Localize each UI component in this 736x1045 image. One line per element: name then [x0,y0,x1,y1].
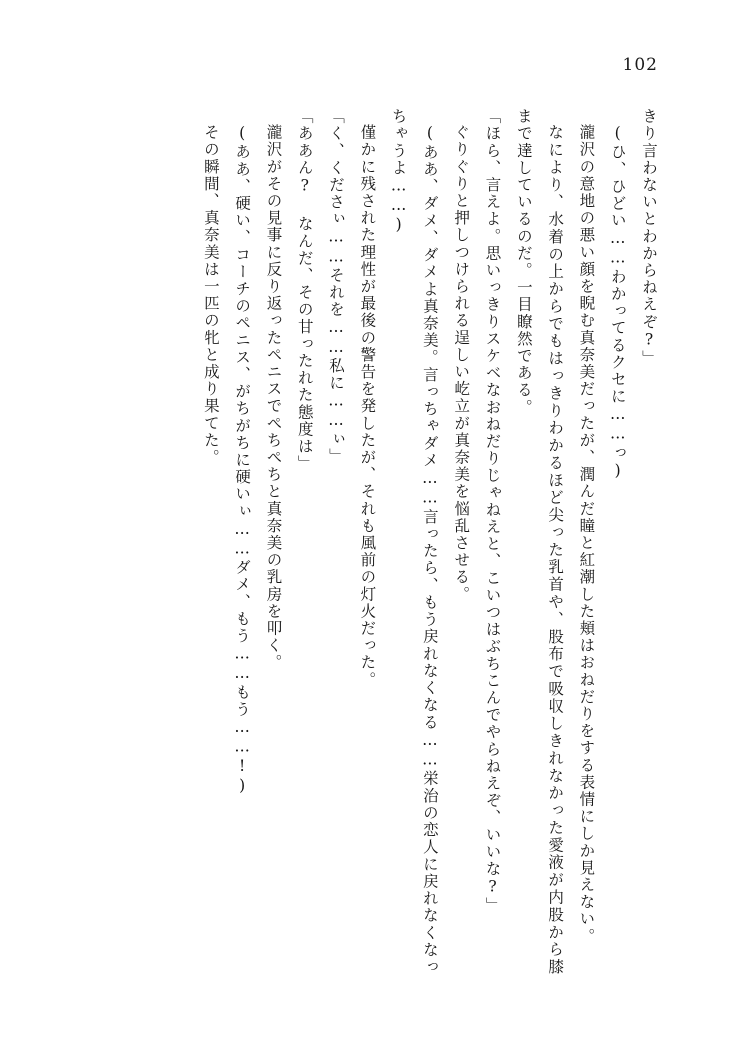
body-paragraph: (ひ、ひどい……わかってるクセに……っ) [608,123,627,481]
body-paragraph: (ああ、硬い、コーチのペニス、がちがちに硬いぃ……ダメ、もう……もう……!) [233,123,252,796]
page-number: 102 [622,55,658,75]
body-paragraph: その瞬間、真奈美は一匹の牝と成り果てた。 [201,123,220,466]
body-paragraph: ぐりぐりと押しつけられる逞しい屹立が真奈美を悩乱させる。 [452,123,471,603]
body-paragraph: 「ほら、言えよ。思いっきりスケベなおねだりじゃねえと、こいつはぶちこんでやらねえぞ、いいな?」 [483,108,502,915]
body-paragraph: きり言わないとわからねえぞ?」 [640,108,658,367]
body-paragraph: なにより、水着の上からでもはっきりわかるほど尖った乳首や、股布で吸収しきれなかった愛液が内股から膝まで達しているのだ。一目瞭然である。 [514,108,565,975]
body-paragraph: 「く、くださぃ……それを……私に……ぃ」 [327,108,346,465]
page-body-text [72,108,664,975]
body-paragraph: 瀧沢の意地の悪い顔を睨む真奈美だったが、潤んだ瞳と紅潮した頬はおねだりをする表情にしか見えない。 [577,123,596,945]
body-paragraph: 「ああん? なんだ、その甘ったれた態度は」 [295,108,314,473]
body-paragraph: (ああ、ダメ、ダメよ真奈美。言っちゃダメ……言ったら、もう戻れなくなる……栄治の恋人に戻れなくなっちゃうよ……) [389,108,439,975]
body-paragraph: 瀧沢がその見事に反り返ったペニスでぺちぺちと真奈美の乳房を叩く。 [264,123,283,671]
body-paragraph: 僅かに残された理性が最後の警告を発したが、それも風前の灯火だった。 [358,123,377,688]
